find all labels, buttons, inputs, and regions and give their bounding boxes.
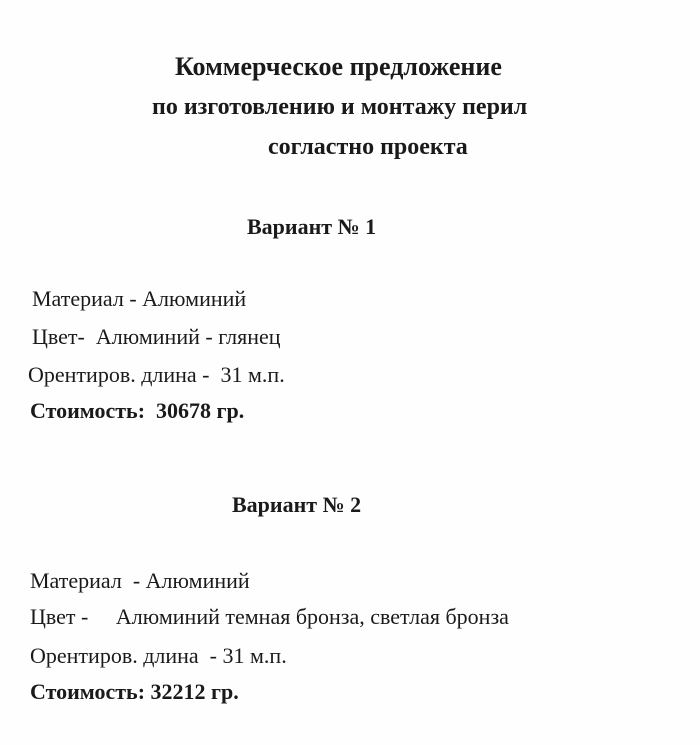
variant-2-cost: Стоимость: 32212 гр. bbox=[30, 679, 239, 704]
variant-1-material: Материал - Алюминий bbox=[32, 286, 247, 311]
variant-2-material: Материал - Алюминий bbox=[30, 568, 250, 593]
variant-2-heading: Вариант № 2 bbox=[232, 492, 362, 517]
title-line-3: согластно проекта bbox=[268, 134, 468, 160]
variant-2-length: Орентиров. длина - 31 м.п. bbox=[30, 643, 287, 668]
variant-1-heading: Вариант № 1 bbox=[247, 214, 377, 239]
variant-1-cost: Стоимость: 30678 гр. bbox=[30, 398, 245, 423]
title-line-2: по изготовлению и монтажу перил bbox=[152, 94, 528, 120]
variant-1-color: Цвет- Алюминий - глянец bbox=[32, 324, 281, 349]
variant-2-color: Цвет - Алюминий темная бронза, светлая бронза bbox=[30, 604, 509, 629]
title-line-1: Коммерческое предложение bbox=[175, 52, 502, 81]
variant-1-length: Орентиров. длина - 31 м.п. bbox=[28, 362, 285, 387]
